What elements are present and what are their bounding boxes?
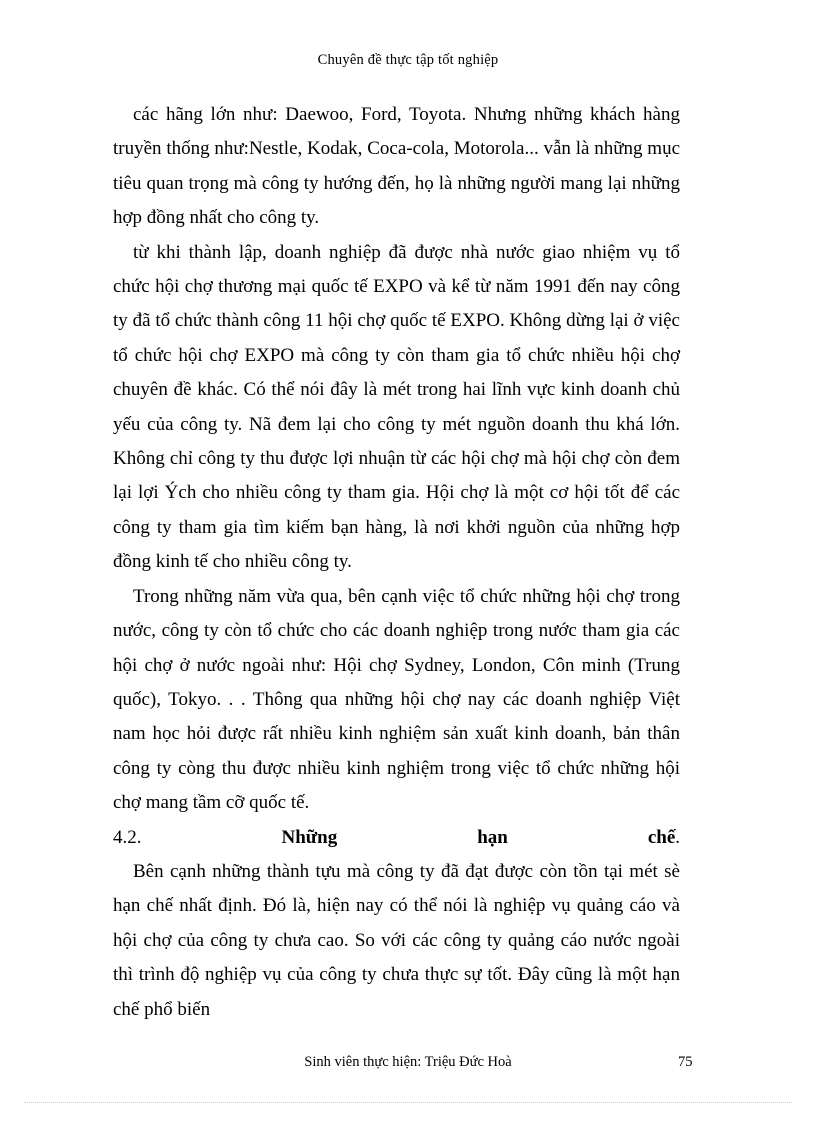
section-word-2: hạn <box>477 826 508 848</box>
section-word-3-group <box>648 821 680 855</box>
section-word-3: chế <box>647 826 676 848</box>
page-bottom-border <box>24 1102 792 1103</box>
paragraph-international-fairs: Trong những năm vừa qua, bên cạnh việc tổ chức những hội chợ trong nước, công ty còn tổ chức cho các doanh nghiệp trong nước tham gia các hội chợ ở nước ngoài như: Hội chợ Sydney, London, Côn minh (Trung quốc), Tokyo. . . Thông qua những hội chợ nay các doanh nghiệp Việt nam học hỏi được rất nhiều kinh nghiệm sản xuất kinh doanh, bản thân công ty còng thu được nhiều kinh nghiệm trong việc tổ chức những hội chợ mang tầm cỡ quốc tế. <box>113 585 680 814</box>
body-text <box>113 98 680 1027</box>
section-word-1: Những <box>281 826 338 848</box>
page-number: 75 <box>678 1054 693 1070</box>
running-header <box>0 52 816 69</box>
paragraph-customers: các hãng lớn như: Daewoo, Ford, Toyota. Nhưng những khách hàng truyền thống như:Nestle, Kodak, Coca-cola, Motorola... vẫn là những mục tiêu quan trọng mà công ty hướng đến, họ là những người mang lại những hợp đồng nhất cho công ty. <box>113 104 680 229</box>
author-credit: Sinh viên thực hiện: Triệu Đức Hoà <box>304 1054 512 1070</box>
section-number: 4.2. <box>113 826 142 848</box>
section-heading <box>113 821 680 855</box>
paragraph-limitations: Bên cạnh những thành tựu mà công ty đã đạt được còn tồn tại mét sè hạn chế nhất định. Đó là, hiện nay có thể nói là nghiệp vụ quảng cáo và hội chợ của công ty chưa cao. So với các công ty quảng cáo nước ngoài thì trình độ nghiệp vụ của công ty chưa thực sự tốt. Đây cũng là một hạn chế phổ biến <box>113 860 680 1020</box>
section-period: . <box>675 826 680 848</box>
paragraph-expo: từ khi thành lập, doanh nghiệp đã được nhà nước giao nhiệm vụ tổ chức hội chợ thương mại quốc tế EXPO và kể từ năm 1991 đến nay công ty đã tổ chức thành công 11 hội chợ quốc tế EXPO. Không dừng lại ở việc tổ chức hội chợ EXPO mà công ty còn tham gia tổ chức nhiều hội chợ chuyên đề khác. Có thể nói đây là mét trong hai lĩnh vực kinh doanh chủ yếu của công ty. Nã đem lại cho công ty mét nguồn doanh thu khá lớn. Không chỉ công ty thu được lợi nhuận từ các hội chợ mà hội chợ còn đem lại lợi Ých cho nhiều công ty tham gia. Hội chợ là một cơ hội tốt để các công ty tham gia tìm kiếm bạn hàng, là nơi khởi nguồn của những hợp đồng kinh tế cho nhiều công ty. <box>113 241 680 573</box>
document-title: Chuyên đề thực tập tốt nghiệp <box>317 52 499 68</box>
